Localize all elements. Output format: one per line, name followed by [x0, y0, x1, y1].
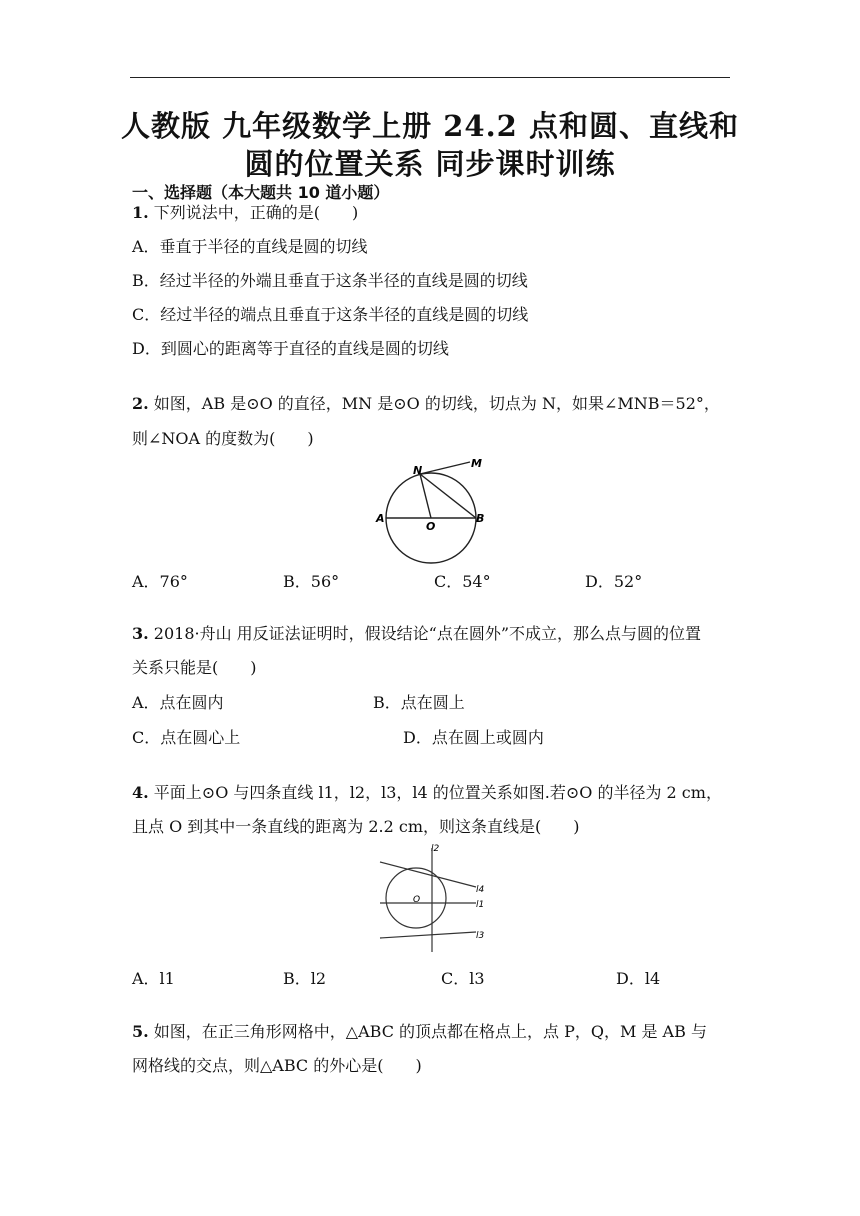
label-l2: l2 [431, 844, 440, 854]
question-1-number: 1. [132, 203, 149, 222]
question-1-stem [132, 202, 358, 224]
question-4-stem-line-1 [132, 782, 722, 804]
question-2-option-a: A．76° [132, 572, 188, 591]
question-5-text-1: 如图，在正三角形网格中，△ABC 的顶点都在格点上，点 P，Q，M 是 AB 与 [148, 1022, 707, 1041]
question-2-option-d: D．52° [585, 572, 643, 591]
tangent-mn [420, 462, 470, 474]
question-4-stem-line-2: 且点 O 到其中一条直线的距离为 2.2 cm，则这条直线是( ) [132, 817, 580, 836]
label-o: O [413, 895, 421, 905]
question-1-option-a: A．垂直于半径的直线是圆的切线 [132, 237, 368, 256]
question-2-stem-line-2: 则∠NOA 的度数为( ) [132, 429, 314, 448]
question-3-option-b: B．点在圆上 [373, 693, 465, 712]
question-4-number: 4. [132, 783, 149, 802]
question-5-number: 5. [132, 1022, 149, 1041]
label-b: B [476, 512, 485, 525]
question-4-option-b: B．l2 [283, 969, 327, 988]
label-m: M [471, 457, 482, 470]
question-4-figure [370, 840, 496, 960]
label-o: O [426, 520, 436, 533]
question-4-option-c: C．l3 [441, 969, 485, 988]
document-title-line-2: 圆的位置关系 同步课时训练 [244, 147, 616, 181]
question-3-stem-line-1 [132, 623, 701, 645]
label-n: N [413, 464, 423, 477]
label-l1: l1 [476, 900, 485, 910]
question-1-option-d: D．到圆心的距离等于直径的直线是圆的切线 [132, 339, 449, 358]
header-rule [130, 77, 730, 78]
segment-nb [420, 474, 476, 518]
question-3-option-a: A．点在圆内 [132, 693, 224, 712]
question-2-option-c: C．54° [434, 572, 491, 591]
question-4-option-d: D．l4 [616, 969, 661, 988]
question-1-text: 下列说法中，正确的是( ) [148, 203, 359, 222]
question-3-text-1: 2018·舟山 用反证法证明时，假设结论“点在圆外”不成立，那么点与圆的位置 [148, 624, 702, 643]
question-2-number: 2. [132, 394, 149, 413]
label-a: A [376, 512, 385, 525]
question-2-stem-line-1 [132, 393, 720, 415]
document-title-line-1: 人教版 九年级数学上册 24.2 点和圆、直线和 [121, 109, 739, 143]
line-l4 [380, 862, 476, 887]
label-l4: l4 [476, 885, 485, 895]
question-2-option-b: B．56° [283, 572, 340, 591]
question-1-option-c: C．经过半径的端点且垂直于这条半径的直线是圆的切线 [132, 305, 529, 324]
question-5-stem-line-1 [132, 1021, 707, 1043]
question-2-text-1: 如图，AB 是⊙O 的直径，MN 是⊙O 的切线，切点为 N，如果∠MNB＝52°， [148, 394, 720, 413]
question-4-option-a: A．l1 [132, 969, 175, 988]
question-3-stem-line-2: 关系只能是( ) [132, 658, 257, 677]
question-4-text-1: 平面上⊙O 与四条直线 l1，l2，l3，l4 的位置关系如图.若⊙O 的半径为 2 cm， [148, 783, 722, 802]
question-3-number: 3. [132, 624, 149, 643]
question-3-option-d: D．点在圆上或圆内 [403, 728, 544, 747]
question-1-option-b: B．经过半径的外端且垂直于这条半径的直线是圆的切线 [132, 271, 528, 290]
question-3-option-c: C．点在圆心上 [132, 728, 241, 747]
line-l3 [380, 932, 476, 938]
label-l3: l3 [476, 931, 485, 941]
section-heading: 一、选择题（本大题共 10 道小题） [132, 183, 390, 202]
question-2-figure [370, 452, 500, 568]
question-5-stem-line-2: 网格线的交点，则△ABC 的外心是( ) [132, 1056, 422, 1075]
